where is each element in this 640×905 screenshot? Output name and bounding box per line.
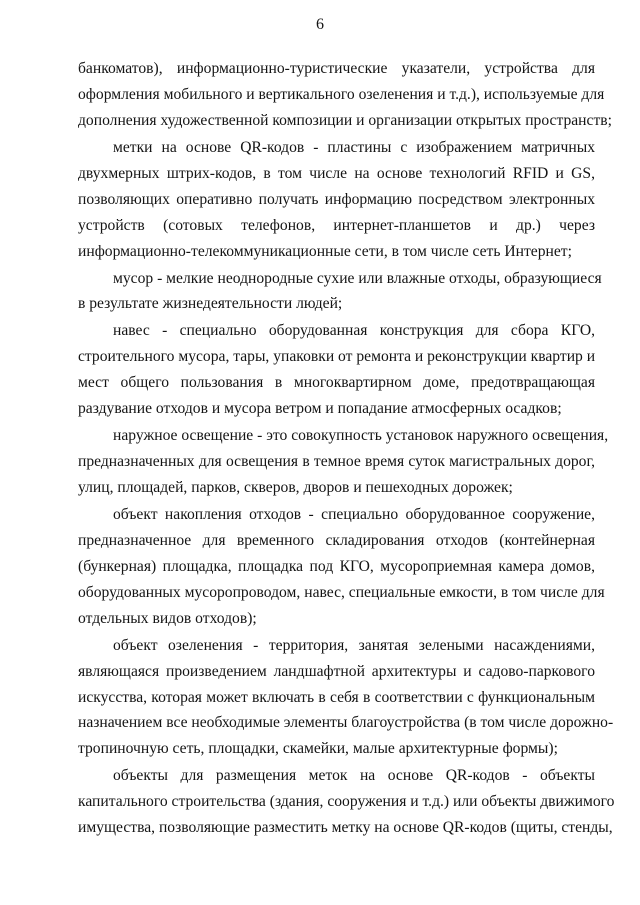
text-line: метки на основе QR-кодов - пластины с изображением матричных [113, 138, 595, 156]
text-line: двухмерных штрих-кодов, в том числе на основе технологий RFID и GS, [78, 164, 595, 182]
paragraph-qr-labels-definition [78, 135, 595, 265]
text-line: мест общего пользования в многоквартирном доме, предотвращающая [78, 374, 595, 392]
text-line: раздувание отходов и мусора ветром и попадание атмосферных осадков; [78, 400, 562, 418]
text-line: наружное освещение - это совокупность установок наружного освещения, [113, 427, 609, 445]
text-line: (бункерная) площадка, площадка под КГО, мусороприемная камера домов, [78, 557, 595, 575]
text-line: являющаяся произведением ландшафтной архитектуры и садово-паркового [78, 662, 595, 680]
text-line: мусор - мелкие неоднородные сухие или влажные отходы, образующиеся [113, 269, 602, 287]
text-line: объект накопления отходов - специально оборудованное сооружение, [113, 505, 595, 523]
text-line: дополнения художественной композиции и организации открытых пространств; [78, 111, 612, 129]
paragraph-outdoor-lighting-definition [78, 423, 609, 501]
text-line: предназначенных для освещения в темное время суток магистральных дорог, [78, 453, 595, 471]
text-line: оформления мобильного и вертикального озеленения и т.д.), используемые для [78, 85, 605, 103]
paragraph-landscaping-object-definition [78, 633, 614, 763]
text-line: позволяющих оперативно получать информацию посредством электронных [78, 190, 595, 208]
text-line: улиц, площадей, парков, скверов, дворов и пешеходных дорожек; [78, 479, 513, 496]
text-line: отдельных видов отходов); [78, 609, 257, 627]
paragraph-canopy-definition [78, 318, 595, 422]
text-line: строительного мусора, тары, упаковки от ремонта и реконструкции квартир и [78, 348, 596, 366]
paragraph-qr-placement-objects-definition [78, 763, 615, 841]
text-line: устройств (сотовых телефонов, интернет-планшетов и др.) через [78, 216, 595, 234]
text-line: объект озеленения - территория, занятая зелеными насаждениями, [113, 636, 595, 654]
paragraph-waste-accumulation-definition [78, 502, 605, 632]
text-line: капитального строительства (здания, сооружения и т.д.) или объекты движимого [78, 793, 615, 811]
text-line: банкоматов), информационно-туристические указатели, устройства для [78, 60, 595, 77]
text-line: тропиночную сеть, площадки, скамейки, малые архитектурные формы); [78, 740, 558, 758]
text-line: в результате жизнедеятельности людей; [78, 295, 343, 313]
text-line: имущества, позволяющие разместить метку на основе QR-кодов (щиты, стенды, [78, 819, 613, 837]
text-line: объекты для размещения меток на основе QR-кодов - объекты [113, 767, 595, 785]
text-line: искусства, которая может включать в себя в соответствии с функциональным [78, 688, 595, 706]
text-line: навес - специально оборудованная конструкция для сбора КГО, [113, 322, 595, 340]
paragraph-continuation [78, 56, 612, 134]
text-line: оборудованных мусоропроводом, навес, специальные емкости, в том числе для [78, 583, 605, 601]
text-line: назначением все необходимые элементы благоустройства (в том числе дорожно- [78, 714, 614, 732]
paragraph-garbage-definition [78, 266, 602, 318]
document-text [78, 56, 615, 841]
text-line: предназначенное для временного складирования отходов (контейнерная [78, 531, 595, 549]
page-number: 6 [316, 16, 324, 33]
text-line: информационно-телекоммуникационные сети, в том числе сеть Интернет; [78, 242, 572, 260]
